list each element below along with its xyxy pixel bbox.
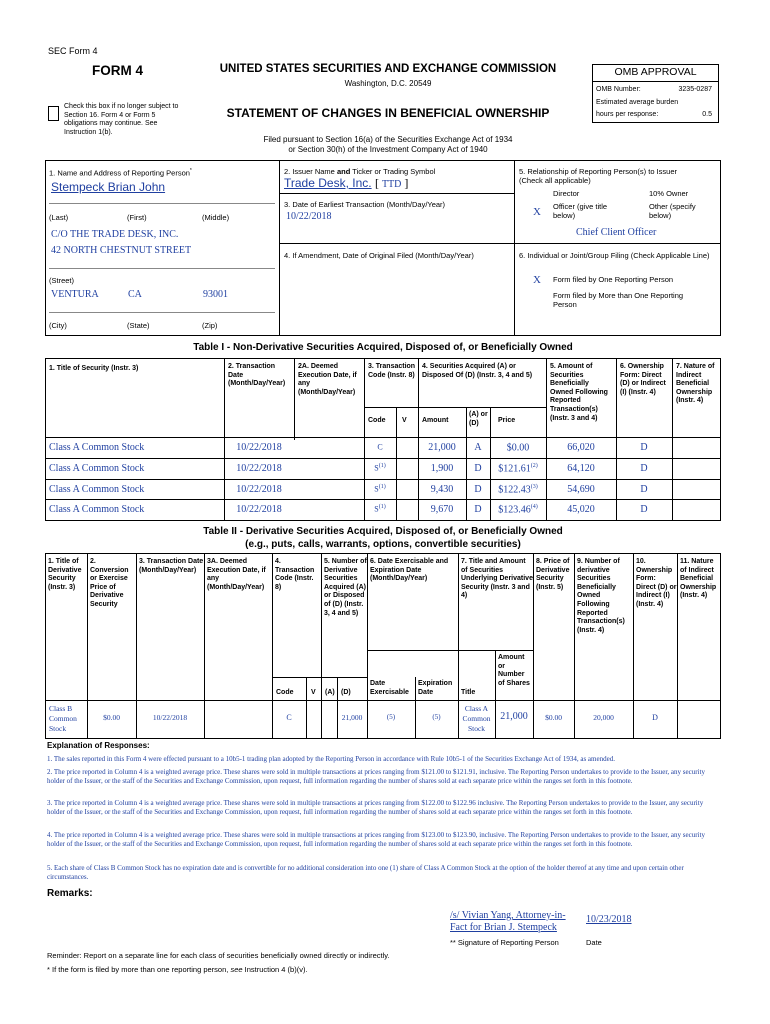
t1-row-form: D [640,504,648,515]
footnote-3: 3. The price reported in Column 4 is a weighted average price. These shares were sold in multiple transactions at prices ranging from $122.00 to $122.96 inclusive. The Reporting Person undertakes to provide to the Issuer, any security holder of the Issuer, or the staff of the Securities and Exchange Commission, upon request, full information regarding the number of shares sold at each separate price within the ranges set forth in this footnote. [47,799,704,816]
t2-h2: 2. Conversion or Exercise Price of Derivative Security [90,558,129,608]
t2-h1: 1. Title of Derivative Security (Instr. 3) [48,558,82,591]
footnote-1: 1. The sales reported in this Form 4 were effected pursuant to a 10b5-1 trading plan adopted by the Reporting Person in accordance with Rule 10b5-1 of the Securities Exchange Act of 1934, as amended. [47,755,615,763]
t1-h2: 2. Transaction Date (Month/Day/Year) [228,363,286,388]
t1-row-amount: 9,430 [430,484,454,495]
table1-title: Table I - Non-Derivative Securities Acquired, Disposed of, or Beneficially Owned [193,342,573,353]
t1-row-amount: 21,000 [428,442,456,453]
statement-title: STATEMENT OF CHANGES IN BENEFICIAL OWNERSHIP [226,106,550,120]
omb-number-value: 3235-0287 [678,86,712,93]
omb-burden-label: Estimated average burden [596,99,679,106]
t2-row-d: 21,000 [341,713,363,722]
signature-date-label: Date [586,938,602,947]
director-option: Director [553,189,580,198]
other-option: Other (specify below) [649,202,696,220]
explanation-title: Explanation of Responses: [47,741,150,750]
street-label: (Street) [49,276,75,285]
t2-a-header: (A) [325,689,335,696]
t2-row-owned: 20,000 [593,713,614,722]
last-label: (Last) [49,213,69,222]
t1-row-security: Class A Common Stock [49,484,145,495]
t1-v-header: V [402,417,407,424]
t1-row-ad: D [474,484,482,495]
t1-row-code: $S^{(1)}$ [374,484,386,494]
city-value: VENTURA [51,289,99,300]
t2-row-exercisable: (5) [386,713,396,721]
t1-h3: 3. Transaction Code (Instr. 8) [368,363,416,379]
no-longer-subject-checkbox[interactable] [48,106,59,121]
t2-h10: 10. Ownership Form: Direct (D) or Indirect (I) (Instr. 4) [636,558,677,608]
t1-row-code: C [377,442,383,452]
t2-row-conv-price: $0.00 [103,713,120,722]
t1-row-owned: 66,020 [567,442,595,453]
t1-row-price: $123.46$^{(4)}$ [498,504,538,516]
omb-hours-label: hours per response: [596,111,659,118]
t2-h8: 8. Price of Derivative Security (Instr. 5) [536,558,570,591]
issuer-label: 2. Issuer Name and Ticker or Trading Symbol [284,167,436,176]
t2-row-date: 10/22/2018 [152,713,188,722]
officer-check-mark: X [533,206,541,218]
ten-percent-owner-option: 10% Owner [649,189,689,198]
multi-person-option: Form filed by More than One Reporting Person [553,291,684,309]
city-label: (City) [49,321,67,330]
t1-row-ad: D [474,463,482,474]
issuer-ticker: TTD [381,179,402,190]
t1-row-code: $S^{(1)}$ [374,504,386,514]
t2-h11: 11. Nature of Indirect Beneficial Ownership (Instr. 4) [680,558,717,600]
t1-h7: 7. Nature of Indirect Beneficial Ownership (Instr. 4) [676,363,715,405]
t1-h5: 5. Amount of Securities Beneficially Owned Following Reported Transaction(s) (Instr. 3 and 4) [550,363,608,422]
footnote-4: 4. The price reported in Column 4 is a weighted average price. These shares were sold in multiple transactions at prices ranging from $123.00 to $123.90, inclusive. The Reporting Person undertakes to provide to the Issuer, any security holder of the Issuer, or the staff of the Securities and Exchange Commission, upon request, full information regarding the number of shares sold at each separate price within the ranges set forth in this footnote. [47,831,705,848]
location: Washington, D.C. 20549 [344,79,432,88]
t1-row-security: Class A Common Stock [49,504,145,515]
signature-date: 10/23/2018 [586,914,632,925]
one-person-option: Form filed by One Reporting Person [553,275,674,284]
t1-row-price: $121.61$^{(2)}$ [498,463,538,475]
one-person-mark: X [533,274,541,286]
t2-expiration-header: Expiration Date [418,680,453,696]
t1-amount-header: Amount [422,417,449,424]
officer-title: Chief Client Officer [576,227,657,238]
officer-option: Officer (give title below) [553,202,608,220]
t1-h6: 6. Ownership Form: Direct (D) or Indirect (I) (Instr. 4) [620,363,666,396]
t1-row-security: Class A Common Stock [49,463,145,474]
sec-form-label: SEC Form 4 [48,46,98,56]
t2-h7: 7. Title and Amount of Securities Underlying Derivative Security (Instr. 3 and 4) [461,558,533,600]
commission-title: UNITED STATES SECURITIES AND EXCHANGE COMMISSION [219,63,557,75]
t1-h4: 4. Securities Acquired (A) or Disposed Of (D) (Instr. 3, 4 and 5) [422,363,533,379]
t1-h1: 1. Title of Security (Instr. 3) [49,365,139,372]
t2-h9: 9. Number of derivative Securities Beneficially Owned Following Reported Transaction(s) (Instr. 4) [577,558,625,634]
omb-hours-value: 0.5 [702,111,712,118]
t1-row-amount: 1,900 [430,463,454,474]
t2-d-header: (D) [341,689,351,696]
signature-text: /s/ Vivian Yang, Attorney-in-Fact for Brian J. Stempeck [450,910,566,933]
state-value: CA [128,289,142,300]
t1-row-ad: A [474,442,482,453]
reporting-person-name-link[interactable]: Stempeck Brian John [51,180,166,194]
earliest-date-label: 3. Date of Earliest Transaction (Month/Day/Year) [284,200,446,209]
t1-row-form: D [640,484,648,495]
reporting-person-label: 1. Name and Address of Reporting Person* [49,168,192,178]
amendment-label: 4. If Amendment, Date of Original Filed (Month/Day/Year) [284,251,474,260]
issuer-name-line: Trade Desk, Inc. [ TTD ] [284,176,409,190]
footnote-5: 5. Each share of Class B Common Stock has no expiration date and is convertible for no additional consideration into one (1) share of Class A Common Stock at the option of the holder thereof at any time and upon certain other circumstances. [47,864,684,881]
t2-v-header: V [311,689,316,696]
t1-row-owned: 64,120 [567,463,595,474]
t1-row-form: D [640,463,648,474]
filed-pursuant: Filed pursuant to Section 16(a) of the Securities Exchange Act of 1934 or Section 30(h) of the Investment Company Act of 1940 [263,135,513,154]
t1-code-header: Code [368,417,386,424]
zip-label: (Zip) [202,321,218,330]
relationship-label: 5. Relationship of Reporting Person(s) to Issuer (Check all applicable) [519,167,677,185]
middle-label: (Middle) [202,213,230,222]
t1-row-date: 10/22/2018 [236,442,282,453]
t2-date-exercisable-header: Date Exercisable [370,680,409,696]
t2-h3: 3. Transaction Date (Month/Day/Year) [139,558,204,574]
t2-h3a: 3A. Deemed Execution Date, if any (Month/Day/Year) [207,558,266,591]
t1-row-date: 10/22/2018 [236,463,282,474]
signature-label: ** Signature of Reporting Person [450,938,559,947]
t1-row-ad: D [474,504,482,515]
form-title: FORM 4 [92,63,144,78]
address-line2: 42 NORTH CHESTNUT STREET [51,245,192,256]
t1-row-code: $S^{(1)}$ [374,463,386,473]
t2-row-underlying-title: Class A Common Stock [462,704,491,733]
t1-row-owned: 45,020 [567,504,595,515]
t1-price-header: Price [498,417,516,424]
t1-row-amount: 9,670 [430,504,454,515]
multi-filer-note: * If the form is filed by more than one reporting person, see Instruction 4 (b)(v). [47,965,308,974]
t1-ad-header: (A) or (D) [469,411,488,427]
table2-title: Table II - Derivative Securities Acquired, Disposed of, or Beneficially Owned (e.g., puts, calls, warrants, options, convertible securities) [203,526,563,550]
t2-row-form: D [652,713,658,722]
t1-row-price: $122.43$^{(3)}$ [498,484,538,496]
t2-title-header: Title [461,689,476,696]
t2-h6: 6. Date Exercisable and Expiration Date (Month/Day/Year) [370,558,449,583]
remarks-title: Remarks: [47,888,93,899]
zip-value: 93001 [203,289,228,300]
t2-row-title: Class B Common Stock [49,704,77,733]
t1-row-date: 10/22/2018 [236,504,282,515]
t1-row-owned: 54,690 [567,484,595,495]
footnote-2: 2. The price reported in Column 4 is a weighted average price. These shares were sold in multiple transactions at prices ranging from $121.00 to $121.91, inclusive. The Reporting Person undertakes to provide to the Issuer, any security holder of the Issuer, or the staff of the Securities and Exchange Commission, upon request, full information regarding the number of shares sold at each separate price within the ranges set forth in this footnote. [47,768,705,785]
issuer-name-link[interactable]: Trade Desk, Inc. [284,176,372,190]
t2-row-expiration: (5) [432,713,441,721]
address-line1: C/O THE TRADE DESK, INC. [51,229,179,240]
t2-h4: 4. Transaction Code (Instr. 8) [275,558,315,591]
t1-row-price: $0.00 [506,442,530,454]
t2-h5: 5. Number of Derivative Securities Acquired (A) or Disposed of (D) (Instr. 3, 4 and 5) [324,558,367,617]
state-label: (State) [127,321,150,330]
first-label: (First) [127,213,147,222]
t2-code-header: Code [276,689,294,696]
omb-number-label: OMB Number: [596,86,641,93]
t1-row-date: 10/22/2018 [236,484,282,495]
filing-label: 6. Individual or Joint/Group Filing (Check Applicable Line) [519,251,710,260]
t2-row-code: C [286,713,292,722]
t2-row-price: $0.00 [545,713,562,722]
t2-row-underlying-amount: 21,000 [500,711,528,722]
omb-title: OMB APPROVAL [614,66,697,78]
t1-row-form: D [640,442,648,453]
earliest-date-value: 10/22/2018 [286,211,332,222]
t1-row-security: Class A Common Stock [49,442,145,453]
t2-amount-header: Amount or Number of Shares [498,654,530,687]
t1-h2a: 2A. Deemed Execution Date, if any (Month/Day/Year) [298,363,357,396]
reminder-text: Reminder: Report on a separate line for each class of securities beneficially owned directly or indirectly. [47,951,390,960]
checkbox-text: Check this box if no longer subject to Section 16. Form 4 or Form 5 obligations may continue. See Instruction 1(b). [64,103,179,136]
